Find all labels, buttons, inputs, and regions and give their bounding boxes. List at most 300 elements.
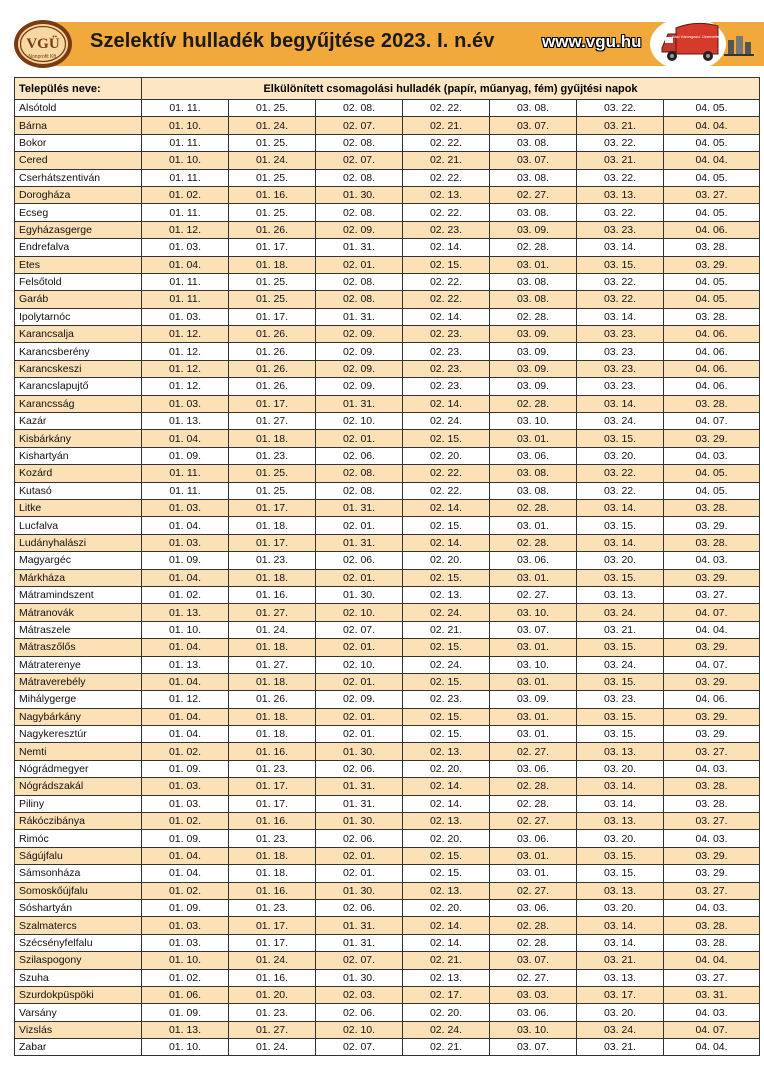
table-row — [15, 969, 760, 986]
header-banner — [12, 18, 764, 70]
collection-date: 01. 02. — [142, 743, 229, 760]
collection-date: 02. 14. — [403, 239, 490, 256]
table-row — [15, 326, 760, 343]
collection-date: 02. 09. — [316, 691, 403, 708]
collection-date: 01. 03. — [142, 499, 229, 516]
collection-date: 01. 25. — [229, 291, 316, 308]
table-row — [15, 256, 760, 273]
collection-date: 03. 29. — [664, 726, 760, 743]
collection-date: 03. 20. — [577, 760, 664, 777]
collection-date: 03. 01. — [490, 569, 577, 586]
table-row — [15, 778, 760, 795]
table-row — [15, 395, 760, 412]
collection-date: 03. 13. — [577, 969, 664, 986]
collection-date: 01. 30. — [316, 586, 403, 603]
collection-date: 02. 23. — [403, 221, 490, 238]
collection-date: 03. 06. — [490, 552, 577, 569]
collection-date: 02. 28. — [490, 934, 577, 951]
collection-date: 02. 13. — [403, 969, 490, 986]
collection-date: 01. 23. — [229, 899, 316, 916]
settlement-name: Karancsberény — [15, 343, 142, 360]
table-row — [15, 673, 760, 690]
collection-date: 02. 07. — [316, 621, 403, 638]
collection-date: 03. 06. — [490, 760, 577, 777]
collection-date: 01. 27. — [229, 656, 316, 673]
collection-date: 01. 25. — [229, 169, 316, 186]
collection-date: 01. 23. — [229, 552, 316, 569]
collection-date: 02. 10. — [316, 656, 403, 673]
table-row — [15, 1021, 760, 1038]
collection-date: 02. 22. — [403, 204, 490, 221]
collection-date: 04. 04. — [664, 1039, 760, 1056]
collection-date: 01. 20. — [229, 986, 316, 1003]
collection-date: 02. 01. — [316, 726, 403, 743]
collection-date: 03. 09. — [490, 326, 577, 343]
collection-date: 01. 25. — [229, 482, 316, 499]
collection-date: 03. 23. — [577, 691, 664, 708]
collection-date: 04. 04. — [664, 117, 760, 134]
collection-date: 03. 28. — [664, 934, 760, 951]
table-row — [15, 239, 760, 256]
collection-date: 01. 03. — [142, 308, 229, 325]
collection-date: 02. 07. — [316, 152, 403, 169]
collection-date: 02. 08. — [316, 169, 403, 186]
table-row — [15, 691, 760, 708]
collection-date: 01. 11. — [142, 273, 229, 290]
collection-date: 01. 02. — [142, 813, 229, 830]
collection-date: 01. 09. — [142, 760, 229, 777]
settlement-name: Kazár — [15, 413, 142, 430]
collection-date: 03. 01. — [490, 430, 577, 447]
settlement-name: Vizslás — [15, 1021, 142, 1038]
collection-date: 01. 18. — [229, 708, 316, 725]
collection-date: 04. 06. — [664, 378, 760, 395]
collection-date: 03. 22. — [577, 465, 664, 482]
collection-date: 03. 14. — [577, 499, 664, 516]
collection-date: 02. 08. — [316, 204, 403, 221]
collection-date: 04. 07. — [664, 1021, 760, 1038]
settlement-name: Felsőtold — [15, 273, 142, 290]
settlement-name: Mátraszőlős — [15, 639, 142, 656]
collection-date: 02. 03. — [316, 986, 403, 1003]
collection-date: 04. 03. — [664, 830, 760, 847]
collection-date: 01. 25. — [229, 465, 316, 482]
table-row — [15, 360, 760, 377]
collection-date: 03. 15. — [577, 517, 664, 534]
collection-date: 03. 13. — [577, 882, 664, 899]
collection-date: 03. 28. — [664, 795, 760, 812]
collection-date: 02. 20. — [403, 899, 490, 916]
collection-date: 02. 21. — [403, 117, 490, 134]
collection-date: 01. 30. — [316, 743, 403, 760]
collection-date: 01. 12. — [142, 221, 229, 238]
collection-date: 03. 22. — [577, 204, 664, 221]
vgu-logo-icon — [12, 18, 74, 70]
settlement-name: Ludányhalászi — [15, 534, 142, 551]
settlement-name: Nagybárkány — [15, 708, 142, 725]
collection-date: 02. 15. — [403, 569, 490, 586]
settlement-name: Egyházasgerge — [15, 221, 142, 238]
collection-date: 03. 07. — [490, 152, 577, 169]
collection-date: 04. 06. — [664, 221, 760, 238]
collection-date: 01. 17. — [229, 778, 316, 795]
table-row — [15, 882, 760, 899]
collection-date: 03. 09. — [490, 691, 577, 708]
collection-date: 02. 08. — [316, 482, 403, 499]
table-row — [15, 865, 760, 882]
collection-date: 03. 14. — [577, 778, 664, 795]
table-body — [15, 100, 760, 1056]
collection-date: 03. 08. — [490, 465, 577, 482]
collection-date: 01. 25. — [229, 100, 316, 117]
collection-date: 02. 14. — [403, 395, 490, 412]
collection-date: 04. 03. — [664, 447, 760, 464]
collection-date: 01. 02. — [142, 186, 229, 203]
collection-date: 01. 26. — [229, 378, 316, 395]
collection-date: 03. 20. — [577, 552, 664, 569]
collection-date: 02. 28. — [490, 778, 577, 795]
collection-date: 01. 31. — [316, 499, 403, 516]
collection-date: 02. 22. — [403, 134, 490, 151]
table-row — [15, 952, 760, 969]
table-row — [15, 899, 760, 916]
collection-date: 02. 20. — [403, 830, 490, 847]
collection-date: 03. 10. — [490, 604, 577, 621]
collection-date: 04. 04. — [664, 952, 760, 969]
collection-date: 01. 25. — [229, 204, 316, 221]
collection-date: 03. 08. — [490, 169, 577, 186]
table-header-row — [15, 78, 760, 100]
collection-date: 03. 28. — [664, 308, 760, 325]
collection-date: 01. 12. — [142, 360, 229, 377]
collection-date: 02. 28. — [490, 395, 577, 412]
collection-date: 02. 20. — [403, 760, 490, 777]
collection-date: 02. 21. — [403, 1039, 490, 1056]
collection-date: 03. 20. — [577, 830, 664, 847]
collection-date: 01. 25. — [229, 273, 316, 290]
collection-date: 03. 20. — [577, 1004, 664, 1021]
collection-date: 01. 24. — [229, 117, 316, 134]
collection-date: 01. 18. — [229, 256, 316, 273]
table-row — [15, 134, 760, 151]
collection-date: 02. 15. — [403, 517, 490, 534]
collection-date: 01. 24. — [229, 1039, 316, 1056]
collection-date: 02. 10. — [316, 1021, 403, 1038]
collection-date: 03. 28. — [664, 499, 760, 516]
truck-text: Váci Városgazd. Üzemeltető — [671, 34, 723, 39]
collection-date: 04. 04. — [664, 152, 760, 169]
collection-date: 04. 05. — [664, 169, 760, 186]
collection-date: 02. 14. — [403, 795, 490, 812]
collection-date: 01. 23. — [229, 830, 316, 847]
table-row — [15, 308, 760, 325]
collection-date: 02. 23. — [403, 691, 490, 708]
collection-date: 01. 11. — [142, 134, 229, 151]
collection-date: 03. 29. — [664, 639, 760, 656]
collection-date: 03. 20. — [577, 447, 664, 464]
collection-date: 01. 12. — [142, 378, 229, 395]
table-row — [15, 656, 760, 673]
table-row — [15, 934, 760, 951]
collection-date: 03. 07. — [490, 117, 577, 134]
collection-date: 01. 31. — [316, 934, 403, 951]
collection-date: 01. 04. — [142, 865, 229, 882]
collection-schedule-table — [14, 77, 760, 1056]
collection-date: 01. 03. — [142, 395, 229, 412]
collection-date: 04. 07. — [664, 604, 760, 621]
collection-date: 01. 09. — [142, 899, 229, 916]
collection-date: 02. 08. — [316, 100, 403, 117]
collection-date: 02. 20. — [403, 1004, 490, 1021]
collection-date: 02. 13. — [403, 882, 490, 899]
collection-date: 02. 22. — [403, 169, 490, 186]
collection-date: 02. 13. — [403, 743, 490, 760]
collection-date: 01. 18. — [229, 430, 316, 447]
collection-date: 03. 07. — [490, 952, 577, 969]
table-row — [15, 291, 760, 308]
collection-date: 03. 14. — [577, 934, 664, 951]
collection-date: 04. 06. — [664, 360, 760, 377]
collection-date: 01. 18. — [229, 726, 316, 743]
collection-date: 03. 22. — [577, 291, 664, 308]
collection-date: 02. 06. — [316, 899, 403, 916]
collection-date: 02. 15. — [403, 256, 490, 273]
settlement-name: Ipolytarnóc — [15, 308, 142, 325]
settlement-name: Karancslapujtő — [15, 378, 142, 395]
collection-date: 03. 01. — [490, 847, 577, 864]
settlement-name: Mátranovák — [15, 604, 142, 621]
settlement-name: Endrefalva — [15, 239, 142, 256]
collection-date: 01. 17. — [229, 499, 316, 516]
collection-date: 02. 08. — [316, 273, 403, 290]
collection-date: 03. 15. — [577, 569, 664, 586]
collection-date: 03. 17. — [577, 986, 664, 1003]
collection-date: 03. 06. — [490, 1004, 577, 1021]
collection-date: 01. 30. — [316, 969, 403, 986]
collection-date: 04. 07. — [664, 656, 760, 673]
collection-date: 01. 17. — [229, 239, 316, 256]
table-row — [15, 221, 760, 238]
collection-date: 03. 14. — [577, 534, 664, 551]
collection-date: 02. 15. — [403, 847, 490, 864]
settlement-name: Szalmatercs — [15, 917, 142, 934]
logo-text: VGÜ — [26, 36, 60, 52]
collection-date: 01. 30. — [316, 882, 403, 899]
table-row — [15, 100, 760, 117]
collection-date: 02. 28. — [490, 499, 577, 516]
collection-date: 03. 13. — [577, 586, 664, 603]
collection-date: 01. 04. — [142, 673, 229, 690]
collection-date: 03. 10. — [490, 413, 577, 430]
collection-date: 01. 31. — [316, 239, 403, 256]
collection-date: 03. 01. — [490, 708, 577, 725]
collection-date: 01. 09. — [142, 552, 229, 569]
settlement-name: Márkháza — [15, 569, 142, 586]
collection-date: 02. 24. — [403, 1021, 490, 1038]
collection-date: 01. 03. — [142, 917, 229, 934]
collection-date: 02. 14. — [403, 778, 490, 795]
collection-date: 01. 10. — [142, 117, 229, 134]
collection-date: 02. 24. — [403, 604, 490, 621]
collection-date: 02. 15. — [403, 639, 490, 656]
collection-date: 03. 21. — [577, 952, 664, 969]
collection-date: 03. 13. — [577, 813, 664, 830]
collection-date: 02. 28. — [490, 308, 577, 325]
collection-date: 04. 04. — [664, 621, 760, 638]
collection-date: 02. 06. — [316, 552, 403, 569]
collection-date: 03. 23. — [577, 360, 664, 377]
collection-date: 01. 31. — [316, 917, 403, 934]
collection-date: 01. 04. — [142, 726, 229, 743]
table-row — [15, 708, 760, 725]
collection-date: 01. 04. — [142, 517, 229, 534]
collection-date: 03. 22. — [577, 100, 664, 117]
collection-date: 02. 22. — [403, 291, 490, 308]
table-row — [15, 847, 760, 864]
table-row — [15, 917, 760, 934]
settlement-name: Mátraterenye — [15, 656, 142, 673]
collection-date: 03. 23. — [577, 343, 664, 360]
collection-date: 03. 14. — [577, 239, 664, 256]
table-row — [15, 169, 760, 186]
collection-date: 01. 09. — [142, 830, 229, 847]
collection-date: 03. 01. — [490, 517, 577, 534]
page-title: Szelektív hulladék begyűjtése 2023. I. n.év — [90, 30, 495, 52]
collection-date: 02. 15. — [403, 430, 490, 447]
collection-date: 03. 10. — [490, 656, 577, 673]
collection-date: 03. 24. — [577, 604, 664, 621]
table-row — [15, 534, 760, 551]
collection-date: 03. 29. — [664, 569, 760, 586]
collection-date: 01. 16. — [229, 743, 316, 760]
collection-date: 04. 03. — [664, 899, 760, 916]
collection-date: 03. 08. — [490, 482, 577, 499]
collection-date: 03. 22. — [577, 273, 664, 290]
collection-date: 01. 18. — [229, 673, 316, 690]
collection-date: 02. 21. — [403, 621, 490, 638]
collection-date: 04. 05. — [664, 465, 760, 482]
settlement-name: Sámsonháza — [15, 865, 142, 882]
collection-date: 02. 28. — [490, 795, 577, 812]
collection-date: 04. 05. — [664, 273, 760, 290]
collection-date: 01. 27. — [229, 604, 316, 621]
collection-date: 02. 28. — [490, 239, 577, 256]
collection-date: 02. 27. — [490, 586, 577, 603]
collection-date: 03. 15. — [577, 430, 664, 447]
settlement-name: Dorogháza — [15, 186, 142, 203]
collection-date: 02. 21. — [403, 152, 490, 169]
settlement-name: Rimóc — [15, 830, 142, 847]
collection-date: 03. 01. — [490, 726, 577, 743]
website-link[interactable]: www.vgu.hu — [542, 32, 642, 51]
collection-date: 03. 27. — [664, 813, 760, 830]
collection-date: 01. 04. — [142, 847, 229, 864]
collection-date: 03. 08. — [490, 204, 577, 221]
collection-date: 03. 01. — [490, 256, 577, 273]
table-row — [15, 378, 760, 395]
collection-date: 01. 31. — [316, 534, 403, 551]
settlement-name: Ságújfalu — [15, 847, 142, 864]
collection-date: 01. 26. — [229, 360, 316, 377]
collection-date: 03. 28. — [664, 917, 760, 934]
collection-date: 03. 15. — [577, 708, 664, 725]
table-row — [15, 465, 760, 482]
settlement-name: Mátramindszent — [15, 586, 142, 603]
settlement-name: Bárna — [15, 117, 142, 134]
collection-date: 03. 27. — [664, 969, 760, 986]
collection-date: 02. 08. — [316, 134, 403, 151]
collection-date: 02. 22. — [403, 100, 490, 117]
table-row — [15, 517, 760, 534]
collection-date: 01. 04. — [142, 430, 229, 447]
collection-date: 03. 23. — [577, 326, 664, 343]
collection-date: 01. 18. — [229, 639, 316, 656]
collection-date: 04. 03. — [664, 552, 760, 569]
collection-date: 03. 27. — [664, 882, 760, 899]
collection-date: 01. 26. — [229, 326, 316, 343]
collection-date: 01. 24. — [229, 621, 316, 638]
collection-date: 01. 12. — [142, 343, 229, 360]
settlement-name: Nógrádszakál — [15, 778, 142, 795]
collection-date: 01. 31. — [316, 795, 403, 812]
collection-date: 02. 06. — [316, 830, 403, 847]
collection-date: 03. 14. — [577, 917, 664, 934]
collection-date: 01. 26. — [229, 691, 316, 708]
collection-date: 03. 29. — [664, 708, 760, 725]
collection-date: 03. 14. — [577, 795, 664, 812]
collection-date: 02. 22. — [403, 465, 490, 482]
collection-date: 03. 01. — [490, 865, 577, 882]
collection-date: 01. 03. — [142, 934, 229, 951]
collection-date: 01. 16. — [229, 969, 316, 986]
table-row — [15, 586, 760, 603]
collection-date: 01. 27. — [229, 413, 316, 430]
collection-date: 02. 28. — [490, 534, 577, 551]
collection-date: 03. 06. — [490, 447, 577, 464]
collection-date: 02. 20. — [403, 552, 490, 569]
collection-date: 01. 10. — [142, 621, 229, 638]
collection-date: 02. 01. — [316, 256, 403, 273]
collection-date: 03. 14. — [577, 395, 664, 412]
collection-date: 03. 29. — [664, 430, 760, 447]
settlement-name: Cserhátszentiván — [15, 169, 142, 186]
collection-date: 02. 10. — [316, 604, 403, 621]
collection-date: 01. 13. — [142, 1021, 229, 1038]
collection-date: 01. 04. — [142, 569, 229, 586]
collection-date: 02. 09. — [316, 360, 403, 377]
settlement-name: Garáb — [15, 291, 142, 308]
collection-date: 03. 29. — [664, 673, 760, 690]
collection-date: 03. 08. — [490, 134, 577, 151]
settlement-name: Nagykeresztúr — [15, 726, 142, 743]
table-row — [15, 569, 760, 586]
collection-date: 02. 07. — [316, 952, 403, 969]
collection-date: 03. 22. — [577, 134, 664, 151]
collection-date: 01. 03. — [142, 534, 229, 551]
collection-date: 03. 15. — [577, 673, 664, 690]
collection-date: 01. 12. — [142, 691, 229, 708]
collection-date: 01. 18. — [229, 569, 316, 586]
collection-date: 03. 24. — [577, 656, 664, 673]
collection-date: 02. 23. — [403, 360, 490, 377]
collection-date: 01. 02. — [142, 882, 229, 899]
collection-date: 02. 14. — [403, 917, 490, 934]
collection-date: 03. 13. — [577, 743, 664, 760]
collection-days-header: Elkülönített csomagolási hulladék (papír, műanyag, fém) gyűjtési napok — [142, 78, 760, 100]
collection-date: 03. 31. — [664, 986, 760, 1003]
collection-date: 01. 03. — [142, 239, 229, 256]
table-row — [15, 621, 760, 638]
